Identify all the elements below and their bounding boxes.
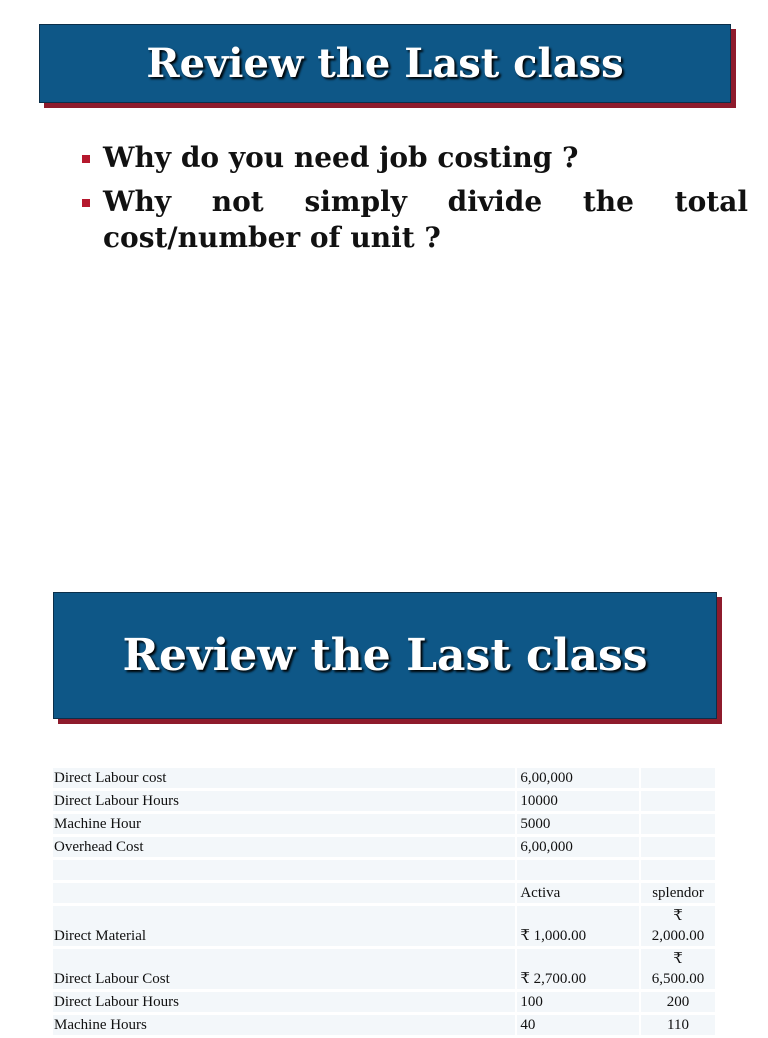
splendor-amount: 6,500.00: [651, 971, 705, 987]
table-row: [53, 906, 715, 949]
rupee-symbol: ₹: [673, 951, 683, 967]
splendor-value: 110: [641, 1015, 715, 1038]
splendor-value: 200: [641, 992, 715, 1015]
activa-value: 100: [517, 992, 641, 1015]
bullet-square-icon: [82, 155, 90, 163]
splendor-amount: 2,000.00: [651, 928, 705, 944]
bullet-item: [78, 184, 748, 256]
activa-value: 40: [517, 1015, 641, 1038]
bullet-text: Why not simply divide the total cost/number of unit ?: [103, 185, 748, 254]
table-header-row: [53, 883, 715, 906]
splendor-value: [641, 906, 715, 949]
table-row: [53, 837, 715, 860]
row-value: 6,00,000: [517, 768, 641, 791]
bullet-list: [78, 140, 748, 264]
table-row: [53, 1015, 715, 1038]
slide-title: Review the Last class: [122, 630, 648, 681]
empty-cell: [641, 768, 715, 791]
row-label: Machine Hours: [53, 1015, 517, 1038]
column-header-splendor: splendor: [641, 883, 715, 906]
activa-value: ₹ 1,000.00: [517, 906, 641, 949]
slide-title-banner: [39, 24, 731, 103]
bullet-square-icon: [82, 199, 90, 207]
table-row: [53, 992, 715, 1015]
splendor-value: [641, 949, 715, 992]
activa-value: ₹ 2,700.00: [517, 949, 641, 992]
row-label: Overhead Cost: [53, 837, 517, 860]
empty-cell: [53, 860, 517, 883]
row-label: Direct Labour cost: [53, 768, 517, 791]
bullet-item: [78, 140, 748, 176]
row-label: Direct Material: [53, 906, 517, 949]
column-header-activa: Activa: [517, 883, 641, 906]
table-row: [53, 791, 715, 814]
cost-data-table: [53, 768, 715, 1038]
row-value: 5000: [517, 814, 641, 837]
slide-title-banner: [53, 592, 717, 719]
empty-cell: [641, 837, 715, 860]
row-label: Direct Labour Hours: [53, 992, 517, 1015]
row-label: Direct Labour Cost: [53, 949, 517, 992]
row-value: 10000: [517, 791, 641, 814]
empty-cell: [517, 860, 641, 883]
empty-cell: [53, 883, 517, 906]
empty-cell: [641, 860, 715, 883]
table-row-empty: [53, 860, 715, 883]
bullet-text: Why do you need job costing ?: [103, 141, 579, 174]
empty-cell: [641, 791, 715, 814]
row-label: Direct Labour Hours: [53, 791, 517, 814]
table-row: [53, 768, 715, 791]
slide-title: Review the Last class: [146, 40, 624, 87]
row-value: 6,00,000: [517, 837, 641, 860]
table-row: [53, 949, 715, 992]
row-label: Machine Hour: [53, 814, 517, 837]
empty-cell: [641, 814, 715, 837]
rupee-symbol: ₹: [673, 908, 683, 924]
table-row: [53, 814, 715, 837]
